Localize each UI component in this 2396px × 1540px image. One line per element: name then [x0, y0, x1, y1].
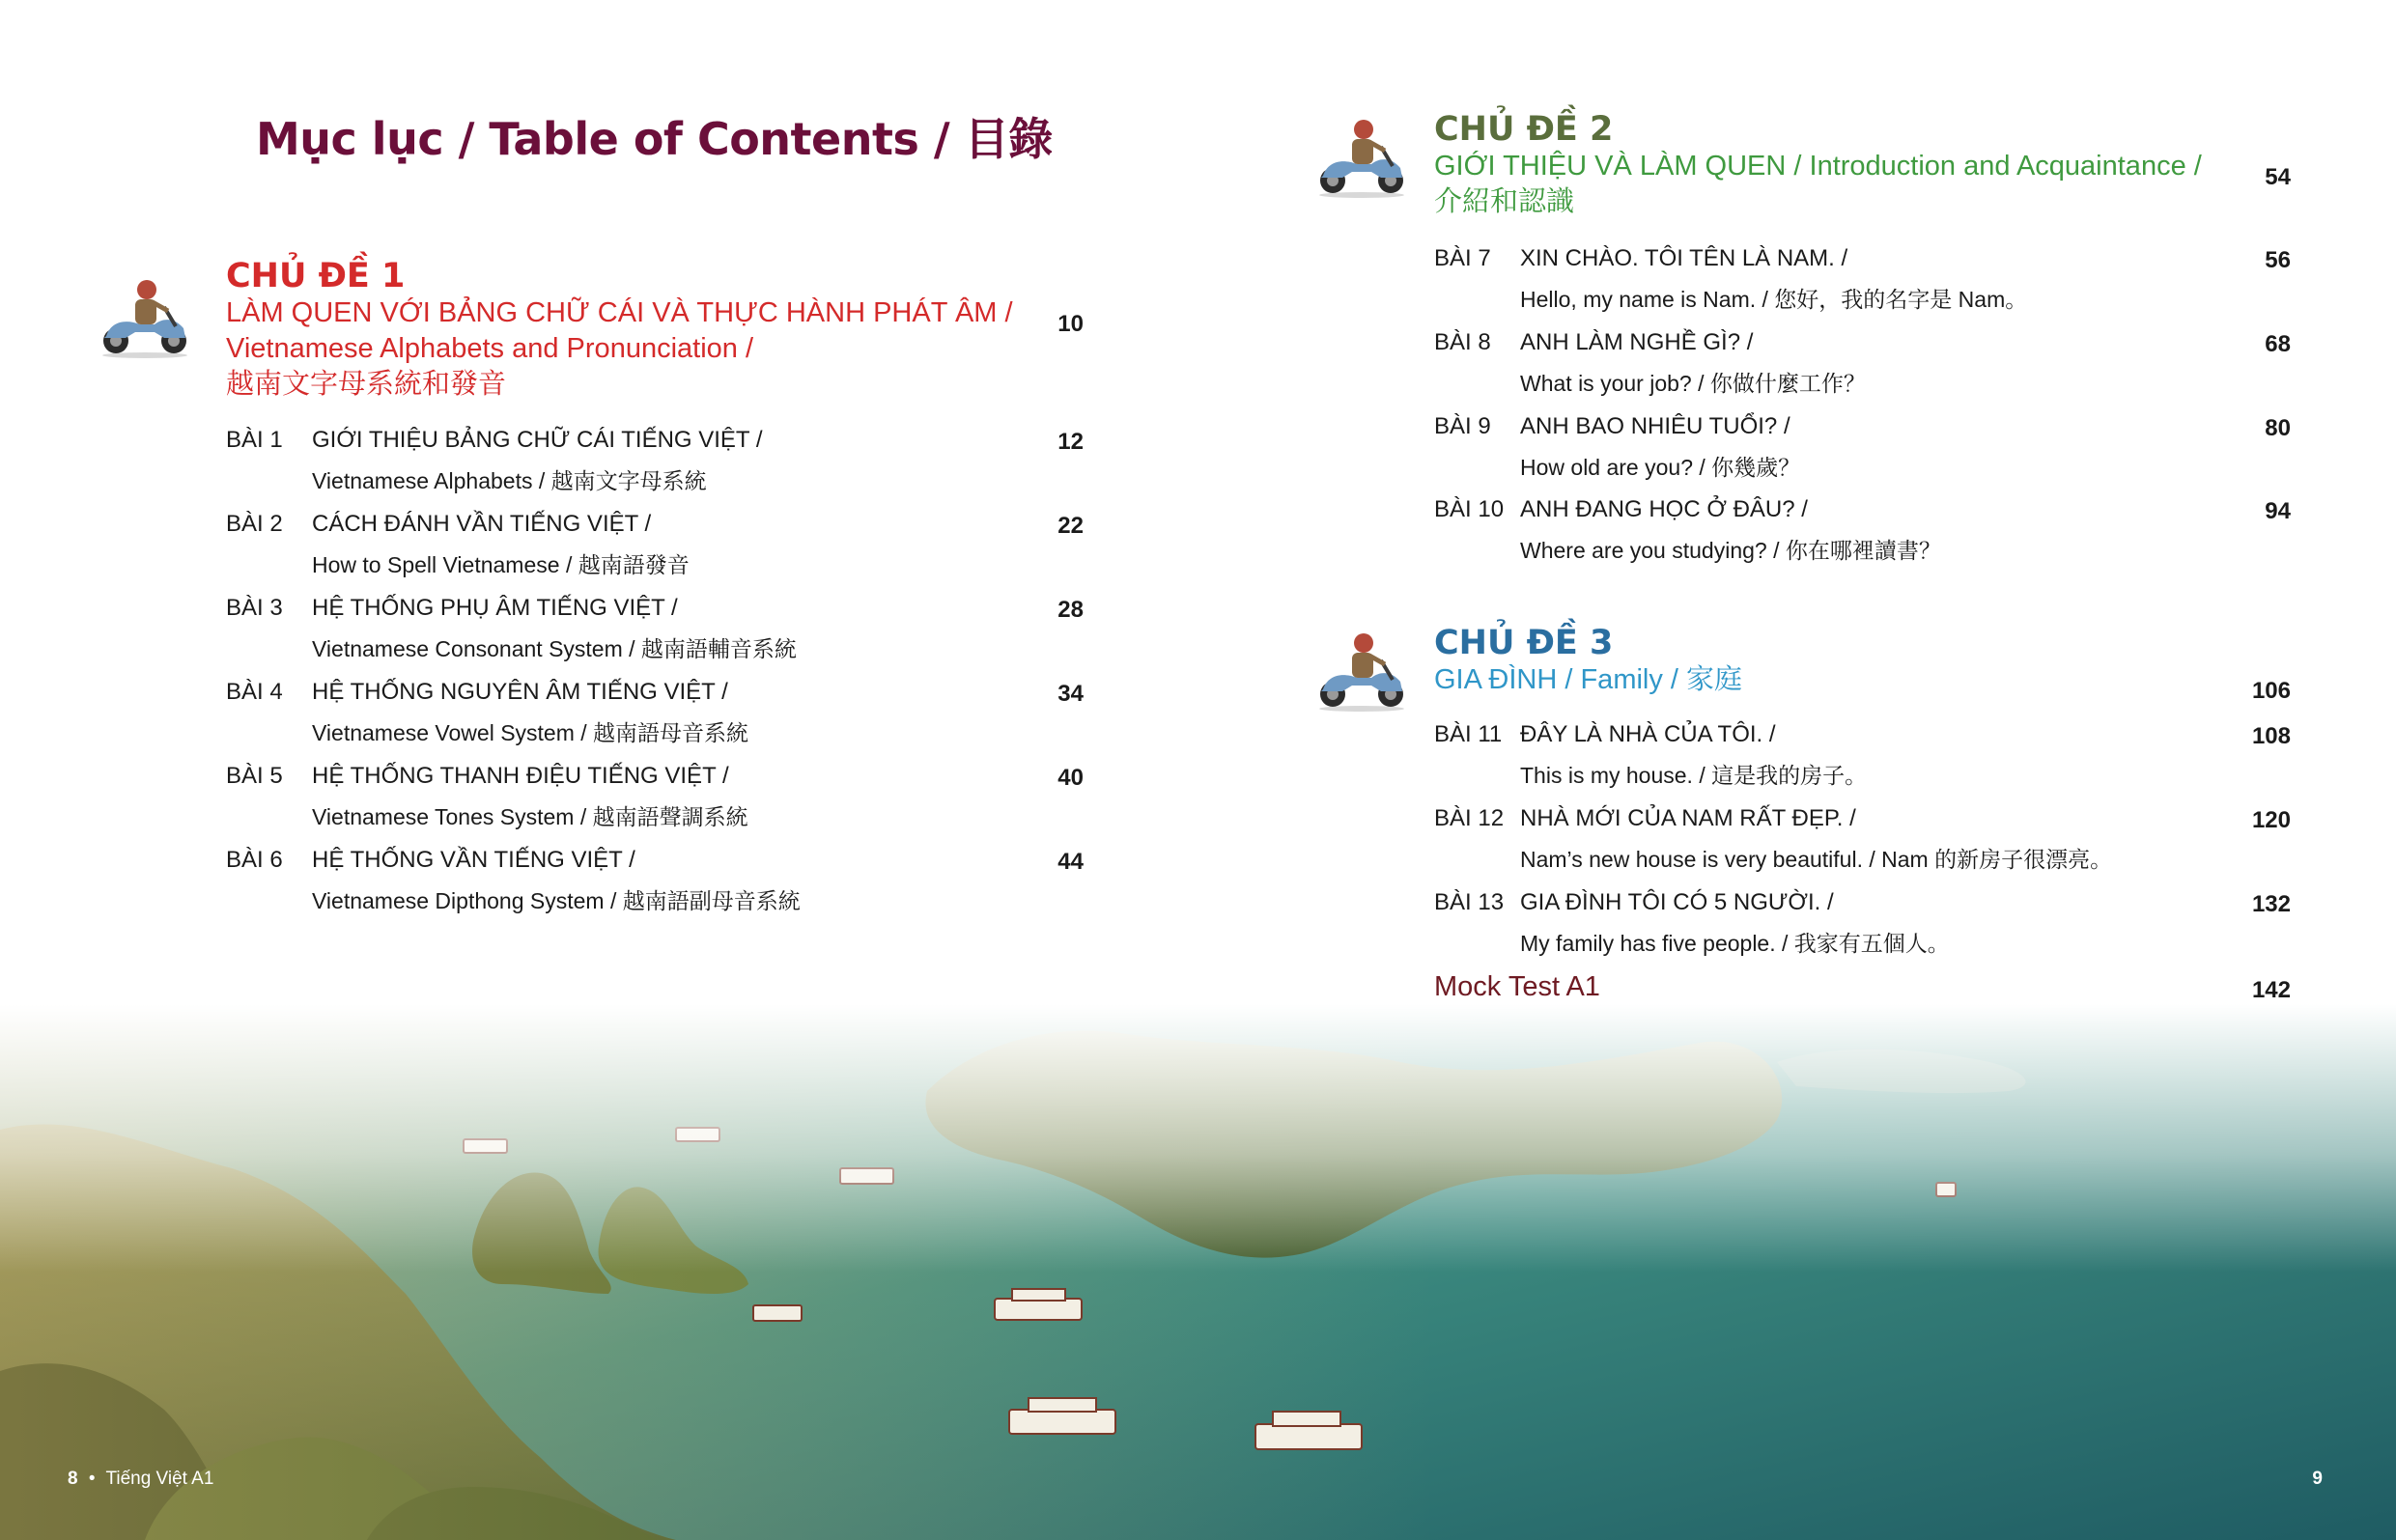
- topic-2-page-number: 54: [2265, 164, 2291, 190]
- lesson-item-13[interactable]: [1434, 889, 2284, 972]
- footer-bullet: •: [88, 1469, 96, 1489]
- lesson-title-translation: Vietnamese Alphabets / 越南文字母系統: [312, 468, 707, 493]
- footer-right-page-number: 9: [2312, 1469, 2323, 1489]
- lesson-title-translation: My family has five people. / 我家有五個人。: [1520, 931, 1950, 956]
- topic-1-header: [226, 257, 1013, 403]
- topic-2-header: [1434, 110, 2202, 220]
- lesson-title-translation: Vietnamese Vowel System / 越南語母音系統: [312, 720, 749, 745]
- lesson-item-11[interactable]: [1434, 721, 2284, 804]
- topic-3-label: CHỦ ĐỀ 3: [1434, 624, 1614, 662]
- lesson-title-translation: What is your job? / 你做什麼工作？: [1520, 371, 1866, 396]
- lesson-13-page-number: 132: [2251, 891, 2291, 917]
- lesson-2-page-number: 22: [1057, 513, 1084, 539]
- lesson-code: BÀI 2: [226, 511, 283, 537]
- lesson-code: BÀI 5: [226, 763, 283, 789]
- topic-2-title[interactable]: [1434, 149, 2202, 220]
- topic-1-title-line2: Vietnamese Alphabets and Pronunciation /: [226, 333, 754, 364]
- topic-1-label: CHỦ ĐỀ 1: [226, 257, 406, 295]
- mock-test-entry[interactable]: Mock Test A1: [1434, 971, 1600, 1002]
- lesson-title-vn: CÁCH ĐÁNH VẦN TIẾNG VIỆT /: [312, 511, 652, 537]
- scooter-rider-icon: [1313, 108, 1410, 205]
- lesson-title-vn: XIN CHÀO. TÔI TÊN LÀ NAM. /: [1520, 245, 1848, 271]
- lesson-title-translation: Vietnamese Consonant System / 越南語輔音系統: [312, 636, 797, 661]
- lesson-7-page-number: 56: [2265, 247, 2291, 273]
- lesson-item-4[interactable]: [226, 679, 1085, 762]
- lesson-title-vn: ANH ĐANG HỌC Ở ĐÂU? /: [1520, 496, 1808, 522]
- topic-2-label: CHỦ ĐỀ 2: [1434, 110, 1614, 149]
- lesson-4-page-number: 34: [1057, 681, 1084, 707]
- lesson-code: BÀI 1: [226, 427, 283, 453]
- footer-book-title: Tiếng Việt A1: [105, 1469, 214, 1489]
- page-title: Mục lục / Table of Contents / 目錄: [256, 113, 1053, 165]
- lesson-title-vn: HỆ THỐNG NGUYÊN ÂM TIẾNG VIỆT /: [312, 679, 728, 705]
- lesson-6-page-number: 44: [1057, 849, 1084, 875]
- lesson-code: BÀI 8: [1434, 329, 1491, 355]
- topic-1-page-number: 10: [1057, 311, 1084, 337]
- lesson-item-10[interactable]: [1434, 496, 2284, 579]
- lesson-title-vn: ĐÂY LÀ NHÀ CỦA TÔI. /: [1520, 721, 1776, 747]
- lesson-title-vn: GIỚI THIỆU BẢNG CHỮ CÁI TIẾNG VIỆT /: [312, 427, 763, 453]
- lesson-code: BÀI 4: [226, 679, 283, 705]
- lesson-code: BÀI 7: [1434, 245, 1491, 271]
- lesson-title-translation: This is my house. / 這是我的房子。: [1520, 763, 1868, 788]
- topic-3-title[interactable]: [1434, 662, 1742, 698]
- topic-1-title[interactable]: [226, 295, 1013, 403]
- halong-bay-photo: [0, 1004, 2396, 1540]
- lesson-code: BÀI 10: [1434, 496, 1505, 522]
- lesson-code: BÀI 3: [226, 595, 283, 621]
- lesson-title-translation: Where are you studying? / 你在哪裡讀書？: [1520, 538, 1941, 563]
- lesson-code: BÀI 9: [1434, 413, 1491, 439]
- scooter-rider-icon: [1313, 622, 1410, 718]
- topic-1-title-line3: 越南文字母系統和發音: [226, 369, 507, 400]
- lesson-title-translation: Nam’s new house is very beautiful. / Nam 的新房子很漂亮。: [1520, 847, 2113, 872]
- topic-2-title-line2: 介紹和認識: [1434, 186, 1575, 217]
- lesson-code: BÀI 12: [1434, 805, 1505, 831]
- lesson-code: BÀI 6: [226, 847, 283, 873]
- lesson-item-12[interactable]: [1434, 805, 2284, 888]
- scooter-rider-icon: [97, 268, 193, 365]
- lesson-item-1[interactable]: [226, 427, 1085, 510]
- lesson-10-page-number: 94: [2265, 498, 2291, 524]
- lesson-title-vn: HỆ THỐNG THANH ĐIỆU TIẾNG VIỆT /: [312, 763, 729, 789]
- lesson-item-2[interactable]: [226, 511, 1085, 594]
- topic-3-page-number: 106: [2251, 678, 2291, 704]
- lesson-title-vn: ANH LÀM NGHỀ GÌ? /: [1520, 329, 1754, 355]
- topic-2-title-line1: GIỚI THIỆU VÀ LÀM QUEN / Introduction and Acquaintance /: [1434, 151, 2202, 182]
- lesson-5-page-number: 40: [1057, 765, 1084, 791]
- lesson-item-8[interactable]: [1434, 329, 2284, 412]
- lesson-title-vn: ANH BAO NHIÊU TUỔI? /: [1520, 413, 1790, 439]
- lesson-item-9[interactable]: [1434, 413, 2284, 496]
- lesson-title-vn: HỆ THỐNG VẦN TIẾNG VIỆT /: [312, 847, 635, 873]
- lesson-title-translation: Vietnamese Tones System / 越南語聲調系統: [312, 804, 748, 829]
- lesson-3-page-number: 28: [1057, 597, 1084, 623]
- lesson-code: BÀI 13: [1434, 889, 1505, 915]
- lesson-title-translation: How to Spell Vietnamese / 越南語發音: [312, 552, 690, 577]
- lesson-8-page-number: 68: [2265, 331, 2291, 357]
- lesson-title-translation: How old are you? / 你幾歲？: [1520, 455, 1801, 480]
- mock-test-page-number: 142: [2251, 977, 2291, 1003]
- lesson-item-6[interactable]: [226, 847, 1085, 930]
- lesson-12-page-number: 120: [2251, 807, 2291, 833]
- lesson-item-7[interactable]: [1434, 245, 2284, 328]
- lesson-11-page-number: 108: [2251, 723, 2291, 749]
- topic-3-title-line1: GIA ĐÌNH / Family / 家庭: [1434, 664, 1743, 695]
- topic-1-title-line1: LÀM QUEN VỚI BẢNG CHỮ CÁI VÀ THỰC HÀNH PHÁT ÂM /: [226, 297, 1013, 328]
- lesson-item-3[interactable]: [226, 595, 1085, 678]
- lesson-1-page-number: 12: [1057, 429, 1084, 455]
- lesson-code: BÀI 11: [1434, 721, 1503, 747]
- footer-left-page-number: 8: [68, 1469, 78, 1489]
- lesson-item-5[interactable]: [226, 763, 1085, 846]
- lesson-title-vn: GIA ĐÌNH TÔI CÓ 5 NGƯỜI. /: [1520, 889, 1834, 915]
- lesson-title-translation: Hello, my name is Nam. / 您好，我的名字是 Nam。: [1520, 287, 2028, 312]
- lesson-title-vn: HỆ THỐNG PHỤ ÂM TIẾNG VIỆT /: [312, 595, 678, 621]
- topic-3-header: [1434, 624, 1742, 698]
- lesson-title-vn: NHÀ MỚI CỦA NAM RẤT ĐẸP. /: [1520, 805, 1856, 831]
- lesson-title-translation: Vietnamese Dipthong System / 越南語副母音系統: [312, 888, 801, 913]
- footer-left: [68, 1469, 213, 1490]
- lesson-9-page-number: 80: [2265, 415, 2291, 441]
